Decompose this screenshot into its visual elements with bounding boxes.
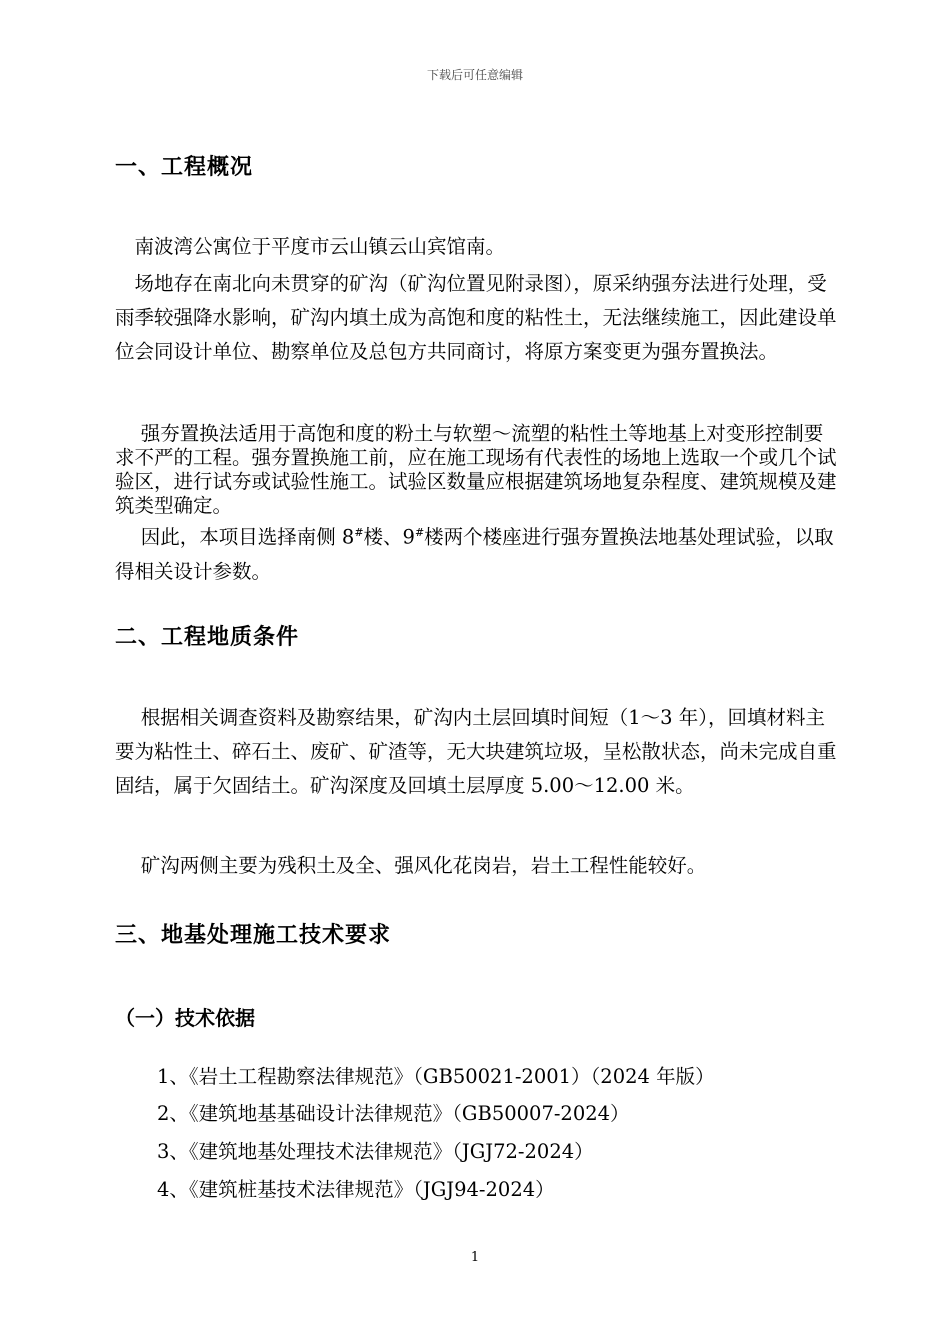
reference-item-2: 2、《建筑地基基础设计法律规范》（GB50007-2024）: [157, 1102, 630, 1125]
superscript-hash: #: [414, 526, 425, 539]
superscript-hash: #: [354, 526, 364, 539]
page-number: 1: [470, 1250, 480, 1265]
reference-item-1: 1、《岩土工程勘察法律规范》（GB50021-2001）（2024 年版）: [157, 1065, 715, 1088]
section-3-title: 三、地基处理施工技术要求: [115, 923, 392, 948]
header-note: 下载后可任意编辑: [426, 68, 523, 82]
section-1-paragraph-3: 强夯置换法适用于高饱和度的粉土与软塑～流塑的粘性土等地基上对变形控制要求不严的工程。强夯置换施工前，应在施工现场有代表性的场地上选取一个或几个试验区，进行试夯或试验性施工。试验区数量应根据建筑场地复杂程度、建筑规模及建筑类型确定。: [115, 422, 837, 517]
reference-item-4: 4、《建筑桩基技术法律规范》（JGJ94-2024）: [157, 1178, 555, 1201]
section-1-title: 一、工程概况: [115, 155, 254, 180]
section-2-title: 二、工程地质条件: [115, 625, 300, 650]
section-3-subtitle: （一）技术依据: [115, 1006, 255, 1030]
section-1-paragraph-4: 因此，本项目选择南侧 8#楼、9#楼两个楼座进行强夯置换法地基处理试验，以取得相关设计参数。: [115, 525, 834, 583]
section-1-paragraph-1: 南波湾公寓位于平度市云山镇云山宾馆南。: [115, 235, 506, 258]
reference-item-3: 3、《建筑地基处理技术法律规范》（JGJ72-2024）: [157, 1140, 594, 1163]
section-2-paragraph-2: 矿沟两侧主要为残积土及全、强风化花岗岩，岩土工程性能较好。: [115, 854, 707, 877]
section-1-paragraph-2: 场地存在南北向未贯穿的矿沟（矿沟位置见附录图），原采纳强夯法进行处理，受雨季较强降水影响，矿沟内填土成为高饱和度的粘性土，无法继续施工，因此建设单位会同设计单位、勘察单位及总包方共同商讨，将原方案变更为强夯置换法。: [115, 272, 837, 363]
section-2-paragraph-1: 根据相关调查资料及勘察结果，矿沟内土层回填时间短（1～3 年），回填材料主要为粘性土、碎石土、废矿、矿渣等，无大块建筑垃圾，呈松散状态，尚未完成自重固结，属于欠固结土。矿沟深度及回填土层厚度 5.00～12.00 米。: [115, 706, 837, 797]
